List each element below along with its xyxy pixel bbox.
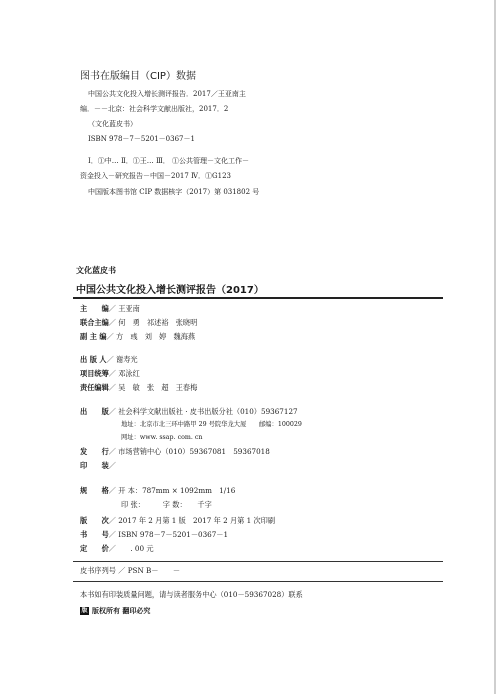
publish-row	[80, 406, 298, 418]
distribution-label: 发 行	[80, 447, 109, 456]
staff-label: 出 版 人	[80, 355, 107, 364]
cip-line-4: ISBN 978－7－5201－0367－1	[88, 135, 195, 143]
staff-value: ／ 邓泳红	[108, 369, 140, 378]
printing-value: ／	[108, 461, 116, 470]
spec-label: 书 号	[80, 530, 109, 539]
series-name: 文化蓝皮书	[76, 266, 116, 275]
staff-editors	[80, 382, 197, 394]
spec-isbn	[80, 529, 228, 541]
credit-value: ／ 方 彧 刘 婷 魏海燕	[106, 332, 196, 341]
publish-label: 出 版	[80, 407, 109, 416]
spec-label: 规 格	[80, 486, 109, 495]
spec-label: 定 价	[80, 544, 109, 553]
cip-title: 图书在版编目（CIP）数据	[80, 71, 196, 82]
publisher-website: 网址：www. ssap. com. cn	[121, 434, 203, 441]
series-rule	[73, 581, 443, 582]
title-rule	[73, 297, 443, 299]
specs-rule	[73, 561, 443, 562]
rights-statement	[80, 606, 150, 616]
cip-line-7: 中国版本图书馆 CIP 数据核字（2017）第 031802 号	[88, 188, 260, 196]
cip-line-1: 中国公共文化投入增长测评报告．2017／王亚南主	[88, 90, 246, 98]
series-number: 皮书序列号 ／ PSN B－ －	[80, 566, 181, 575]
spec-edition	[80, 515, 275, 527]
book-title: 中国公共文化投入增长测评报告（2017）	[76, 285, 264, 296]
staff-publisher	[80, 354, 138, 366]
staff-label: 项目统筹	[80, 369, 109, 378]
copyright-icon: 版	[81, 607, 88, 614]
staff-project-coordinator	[80, 368, 140, 380]
spec-label: 版 次	[80, 516, 109, 525]
cip-line-6: 资金投入－研究报告－中国－2017 Ⅳ．①G123	[80, 172, 231, 180]
spec-sheets	[121, 499, 212, 511]
spec-value: 印 张： 字 数： 千字	[121, 500, 212, 509]
credit-co-editors	[80, 317, 197, 329]
credit-label: 副 主 编	[80, 332, 107, 341]
distribution-row	[80, 446, 270, 458]
credit-editor	[80, 303, 140, 315]
printing-row	[80, 460, 116, 472]
cip-line-2: 编．－－北京：社会科学文献出版社，2017．2	[80, 105, 229, 113]
staff-label: 责任编辑	[80, 383, 109, 392]
staff-value: ／ 吴 敏 张 超 王春梅	[108, 383, 198, 392]
spec-value: ／ 开 本：787mm × 1092mm 1/16	[108, 486, 236, 495]
staff-value: ／ 谢寿光	[106, 355, 138, 364]
credit-label: 联合主编	[80, 318, 109, 327]
spec-value: ／ 2017 年 2 月第 1 版 2017 年 2 月第 1 次印刷	[108, 516, 276, 525]
credit-value: ／ 何 勇 祁述裕 张晓明	[108, 318, 198, 327]
printing-label: 印 装	[80, 461, 109, 470]
credit-deputy-editors	[80, 331, 195, 343]
publish-value: ／ 社会科学文献出版社 · 皮书出版分社（010）59367127	[108, 407, 298, 416]
cip-line-3: （文化蓝皮书）	[88, 120, 137, 128]
rights-text: 版权所有 翻印必究	[92, 607, 151, 615]
cip-line-5: Ⅰ．①中… Ⅱ．①王… Ⅲ． ①公共管理－文化工作－	[88, 157, 249, 165]
publisher-address: 地址：北京市北三环中路甲 29 号院华龙大厦 邮编：100029	[121, 421, 302, 428]
spec-price	[80, 543, 154, 555]
distribution-value: ／ 市场营销中心（010）59367081 59367018	[108, 447, 270, 456]
spec-value: ／ . 00 元	[108, 544, 154, 553]
credit-value: ／ 王亚南	[108, 304, 140, 313]
spec-format	[80, 485, 235, 497]
spec-value: ／ ISBN 978－7－5201－0367－1	[108, 530, 229, 539]
quality-notice: 本书如有印装质量问题，请与读者服务中心（010－59367028）联系	[80, 590, 303, 599]
credit-label: 主 编	[80, 304, 109, 313]
